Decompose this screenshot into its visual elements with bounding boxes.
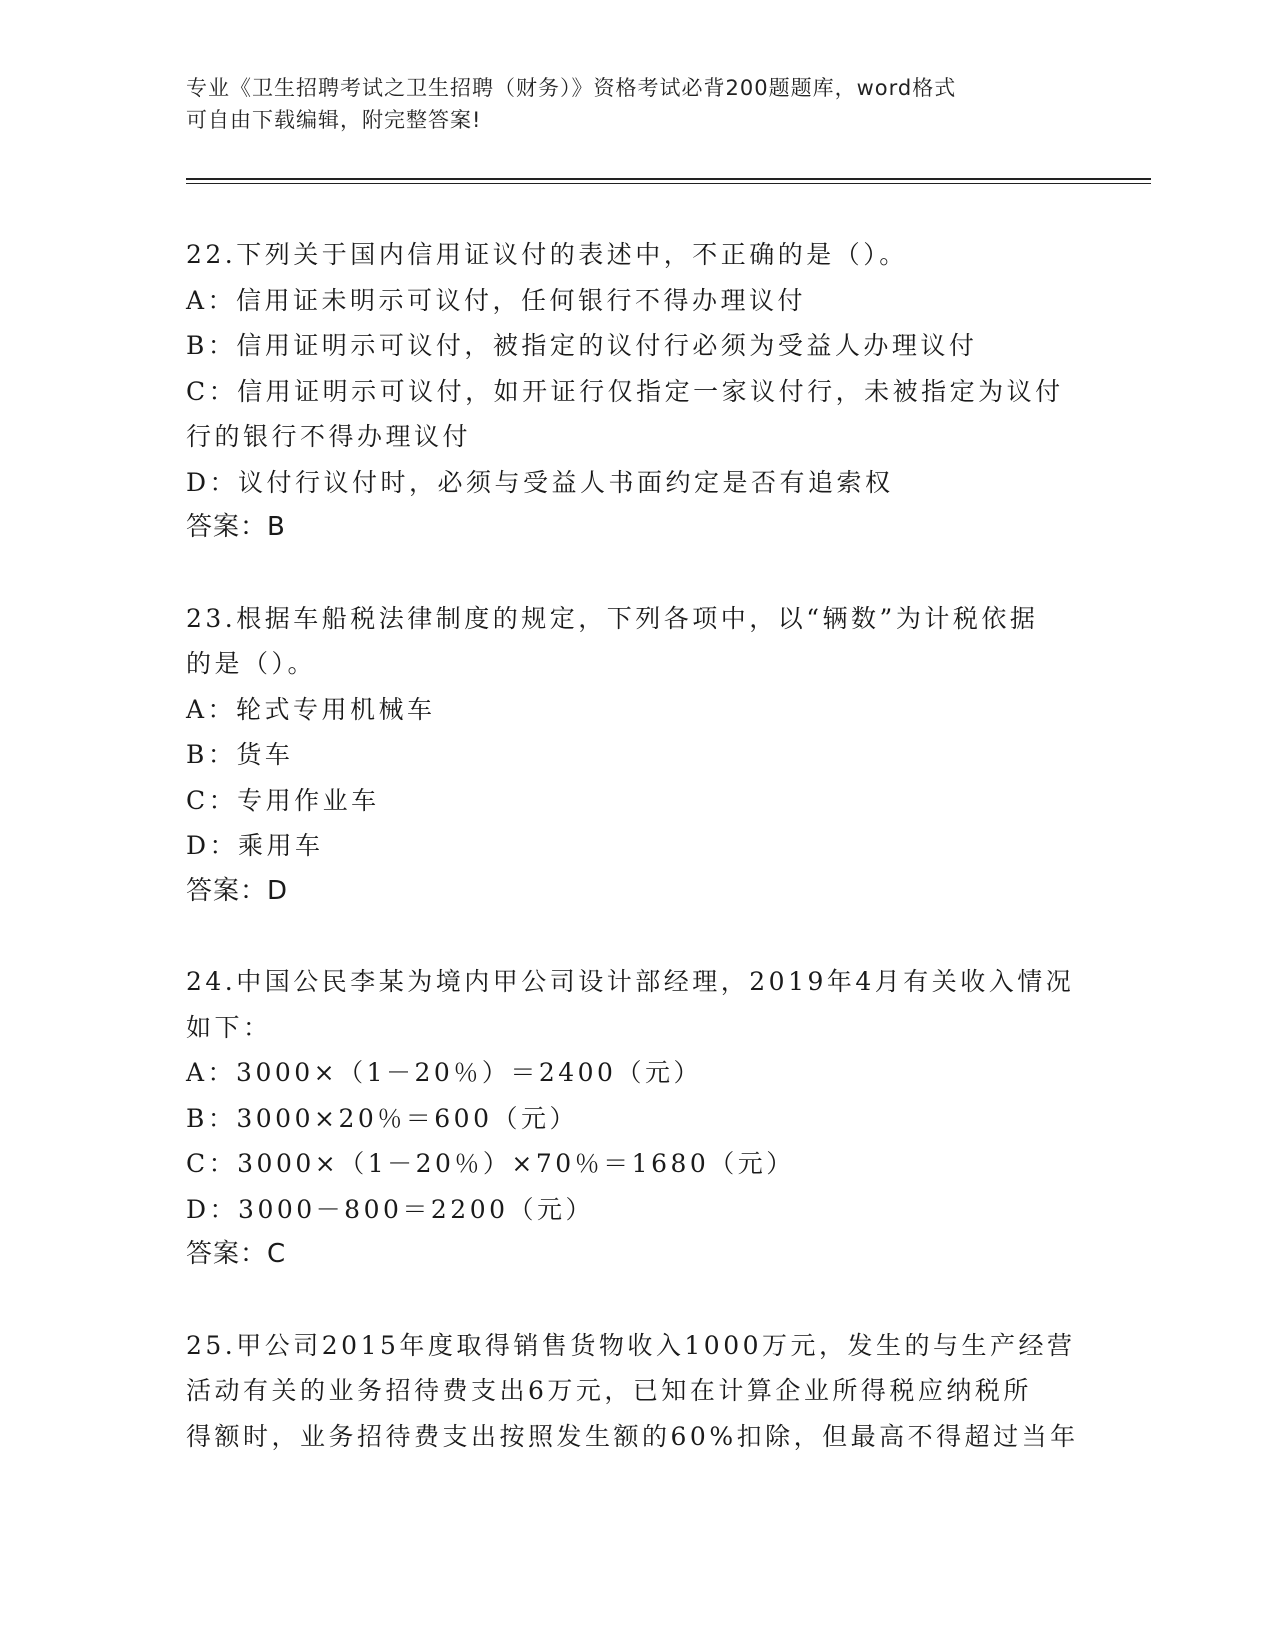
question-stem-continued: 的是（）。 bbox=[186, 649, 317, 678]
question-stem: 25.甲公司2015年度取得销售货物收入1000万元，发生的与生产经营 bbox=[186, 1330, 1076, 1360]
option-c: C：专用作业车 bbox=[186, 785, 380, 815]
option-b: B：货车 bbox=[186, 740, 294, 769]
question-stem: 22.下列关于国内信用证议付的表述中，不正确的是（）。 bbox=[186, 240, 908, 269]
question-stem: 24.中国公民李某为境内甲公司设计部经理，2019年4月有关收入情况 bbox=[186, 967, 1075, 996]
option-c: C：3000×（1－20％）×70％＝1680（元） bbox=[186, 1149, 795, 1178]
option-a: A：3000×（1－20％）＝2400（元） bbox=[186, 1058, 702, 1087]
header-line-1: 专业《卫生招聘考试之卫生招聘（财务）》资格考试必背200题题库，word格式 bbox=[186, 76, 957, 100]
option-a: A：信用证未明示可议付，任何银行不得办理议付 bbox=[186, 285, 807, 315]
option-b: B：3000×20％＝600（元） bbox=[186, 1103, 578, 1133]
option-a: A：轮式专用机械车 bbox=[186, 694, 436, 724]
option-d: D：乘用车 bbox=[186, 831, 324, 860]
header-divider-thin bbox=[186, 183, 1151, 184]
option-b: B：信用证明示可议付，被指定的议付行必须为受益人办理议付 bbox=[186, 331, 978, 360]
answer-text: 答案：C bbox=[186, 1239, 287, 1269]
answer-text: 答案：B bbox=[186, 512, 286, 542]
answer-text: 答案：D bbox=[186, 875, 289, 906]
header-divider-thick bbox=[186, 178, 1151, 180]
header-line-2: 可自由下载编辑，附完整答案! bbox=[186, 108, 482, 132]
question-23 bbox=[186, 596, 1086, 915]
option-d: D：3000－800＝2200（元） bbox=[186, 1194, 595, 1224]
option-d: D：议付行议付时，必须与受益人书面约定是否有追索权 bbox=[186, 467, 894, 497]
question-22 bbox=[186, 232, 1086, 551]
question-stem-continued: 活动有关的业务招待费支出6万元，已知在计算企业所得税应纳税所 bbox=[186, 1376, 1032, 1405]
question-stem-continued: 如下： bbox=[186, 1012, 272, 1042]
question-25 bbox=[186, 1323, 1086, 1460]
question-stem: 23.根据车船税法律制度的规定，下列各项中，以“辆数”为计税依据 bbox=[186, 603, 1039, 633]
document-header bbox=[186, 72, 1066, 136]
question-list bbox=[186, 232, 1086, 1504]
option-c-continued: 行的银行不得办理议付 bbox=[186, 422, 472, 451]
question-24 bbox=[186, 959, 1086, 1278]
option-c: C：信用证明示可议付，如开证行仅指定一家议付行，未被指定为议付 bbox=[186, 376, 1064, 406]
question-stem-continued: 得额时，业务招待费支出按照发生额的60%扣除，但最高不得超过当年 bbox=[186, 1421, 1079, 1451]
